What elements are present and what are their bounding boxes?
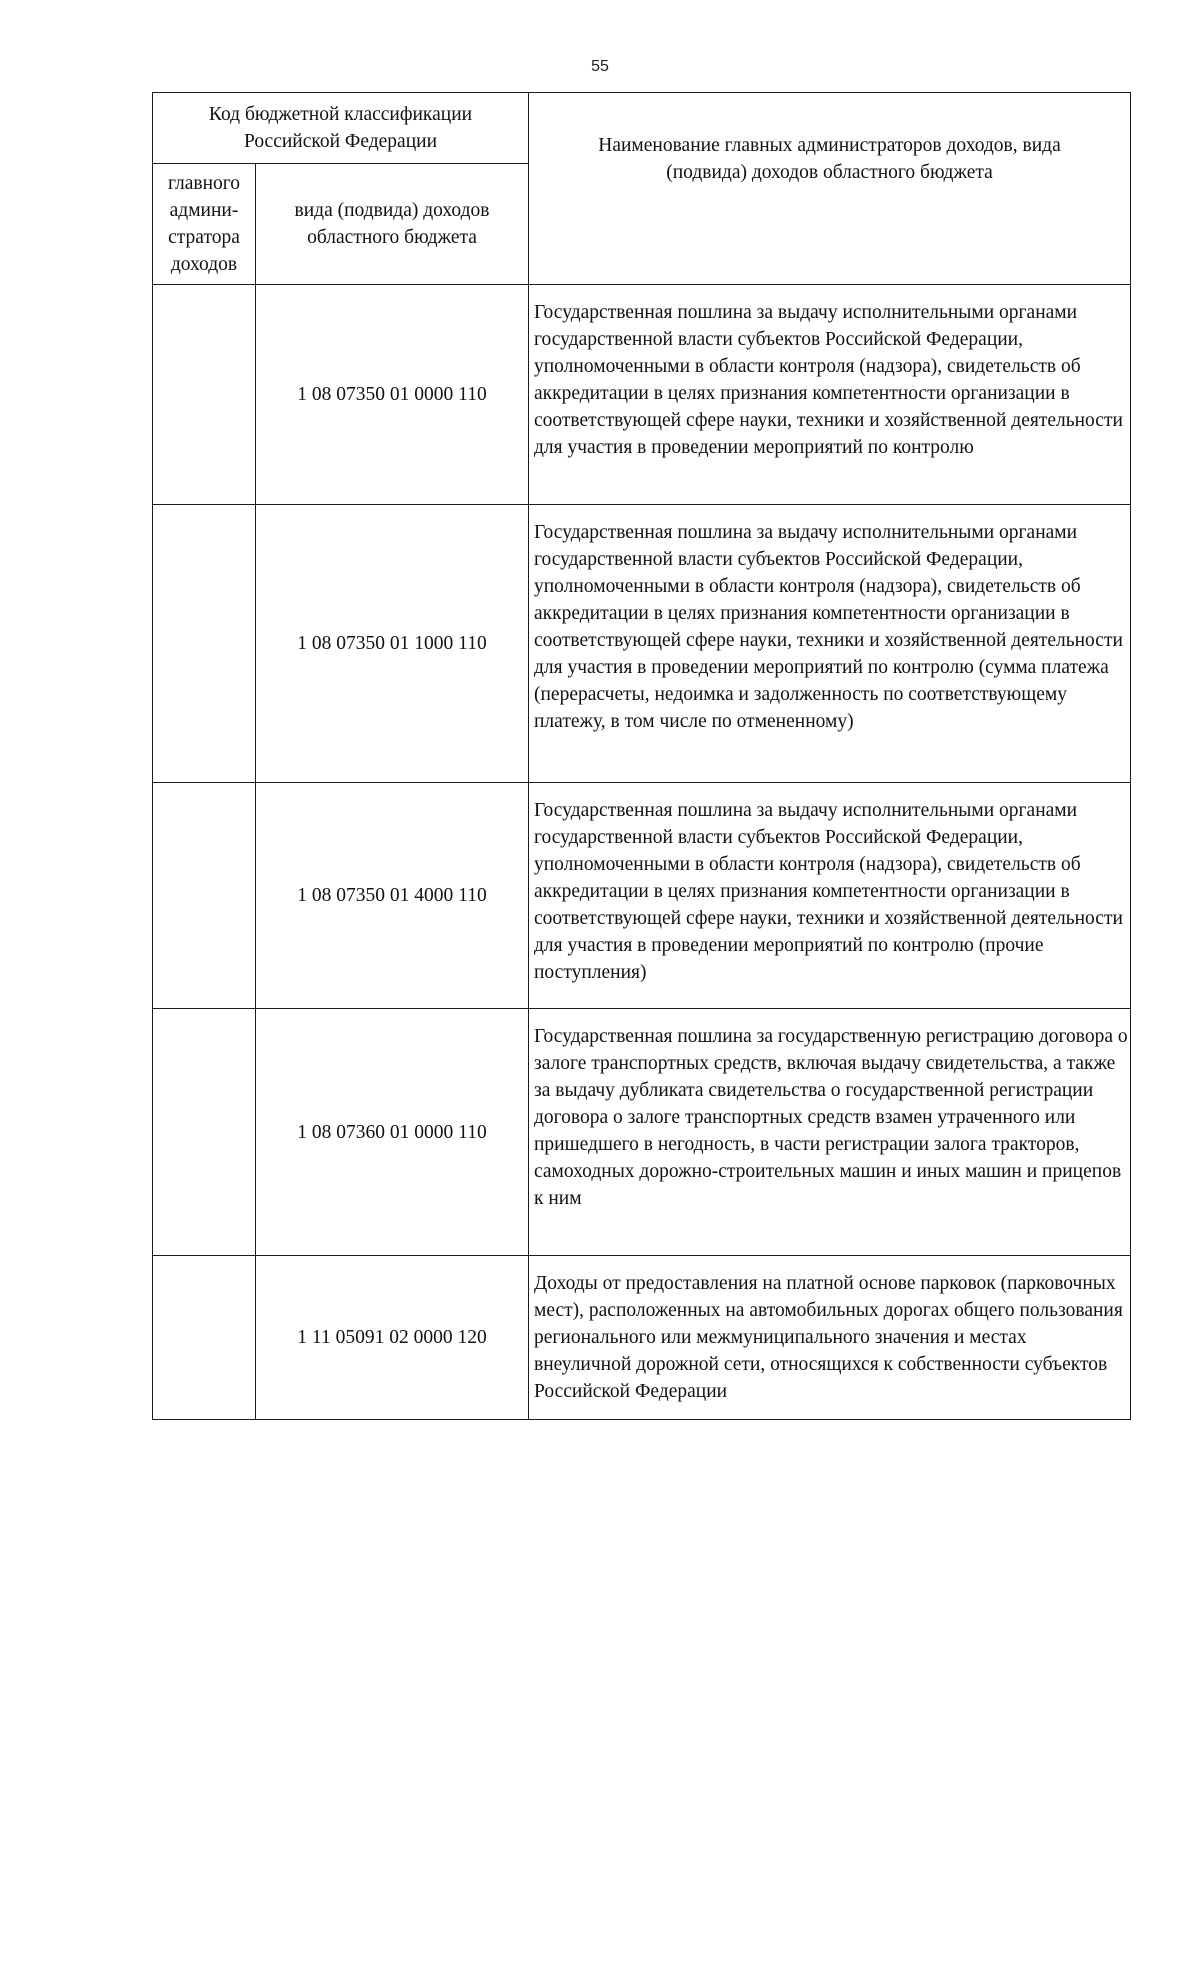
name-column-header: Наименование главных администраторов доходов, вида (подвида) доходов областного бюджета [529,93,1131,285]
income-code-cell: 1 08 07360 01 0000 110 [256,1009,529,1256]
admin-code-cell [153,285,256,505]
income-name-cell: Государственная пошлина за выдачу исполнительными органами государственной власти субъектов Российской Федерации, уполномоченными в области контроля (надзора), свидетельств об аккредитации в целях признания компетентности организации в соответствующей сфере науки, техники и хозяйственной деятельности для участия в проведении мероприятий по контролю (прочие поступления) [529,783,1131,1009]
admin-column-header: главного админи-стратора доходов [153,164,256,285]
table-row [153,1009,1131,1256]
income-code-cell: 1 08 07350 01 4000 110 [256,783,529,1009]
code-group-header: Код бюджетной классификации Российской Федерации [153,93,529,164]
page-number: 55 [591,58,609,75]
admin-code-cell [153,505,256,783]
kind-column-header: вида (подвида) доходов областного бюджета [256,164,529,285]
budget-classification-table [152,92,1131,1420]
income-name-cell: Доходы от предоставления на платной основе парковок (парковочных мест), расположенных на автомобильных дорогах общего пользования регионального или межмуниципального значения и местах внеуличной дорожной сети, относящихся к собственности субъектов Российской Федерации [529,1256,1131,1420]
income-code-cell: 1 08 07350 01 1000 110 [256,505,529,783]
income-name-cell: Государственная пошлина за выдачу исполнительными органами государственной власти субъектов Российской Федерации, уполномоченными в области контроля (надзора), свидетельств об аккредитации в целях признания компетентности организации в соответствующей сфере науки, техники и хозяйственной деятельности для участия в проведении мероприятий по контролю [529,285,1131,505]
table-row [153,1256,1131,1420]
table-row [153,285,1131,505]
admin-code-cell [153,1256,256,1420]
table-row [153,505,1131,783]
income-code-cell: 1 11 05091 02 0000 120 [256,1256,529,1420]
admin-code-cell [153,1009,256,1256]
income-code-cell: 1 08 07350 01 0000 110 [256,285,529,505]
income-name-cell: Государственная пошлина за государственную регистрацию договора о залоге транспортных средств, включая выдачу свидетельства, а также за выдачу дубликата свидетельства о государственной регистрации договора о залоге транспортных средств взамен утраченного или пришедшего в негодность, в части регистрации залога тракторов, самоходных дорожно-строительных машин и иных машин и прицепов к ним [529,1009,1131,1256]
table-row [153,783,1131,1009]
admin-code-cell [153,783,256,1009]
income-name-cell: Государственная пошлина за выдачу исполнительными органами государственной власти субъектов Российской Федерации, уполномоченными в области контроля (надзора), свидетельств об аккредитации в целях признания компетентности организации в соответствующей сфере науки, техники и хозяйственной деятельности для участия в проведении мероприятий по контролю (сумма платежа (перерасчеты, недоимка и задолженность по соответствующему платежу, в том числе по отмененному) [529,505,1131,783]
